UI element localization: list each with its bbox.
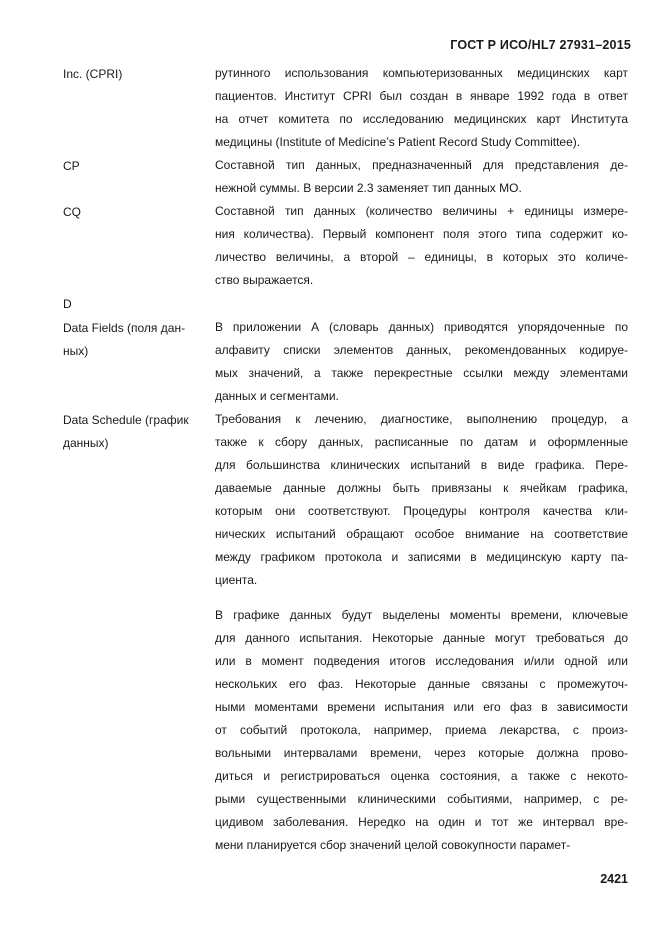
glossary-entry [63,292,628,316]
glossary-term: CP [63,159,80,173]
glossary-term: Data Schedule (график данных) [63,413,189,450]
glossary-term: CQ [63,205,81,219]
definition-line: от событий протокола, например, приема лекарства, с произ- [215,723,628,737]
glossary-definition [215,292,628,316]
document-header: ГОСТ Р ИСО/HL7 27931–2015 [450,38,631,52]
definition-line [215,292,628,315]
definition-line: также к сбору данных, расписанные по датам и оформленные [215,435,628,449]
definition-line: медицины (Institute of Medicine’s Patient Record Study Committee). [215,135,581,149]
glossary-entry [63,316,628,408]
definition-line: вольными интервалами времени, через которые должна прово- [215,746,628,760]
definition-line: для данного испытания. Некоторые данные могут требоваться до [215,631,628,645]
glossary-definition [215,154,628,200]
definition-line: алфавиту списки элементов данных, рекомендованных кодируе- [215,343,628,357]
glossary-definition [215,316,628,408]
glossary-definition [215,408,628,857]
definition-line: рутинного использования компьютеризованных медицинских карт [215,66,628,80]
definition-line: пациентов. Институт CPRI был создан в январе 1992 года в ответ [215,89,628,103]
definition-line: В приложении А (словарь данных) приводятся упорядоченные по [215,320,628,334]
glossary-body [63,62,628,857]
definition-line: которым они соответствуют. Процедуры контроля качества кли- [215,504,628,518]
glossary-term: Data Fields (поля дан- ных) [63,321,186,358]
definition-line: Требования к лечению, диагностике, выполнению процедур, а [215,412,628,426]
definition-line: ство выражается. [215,273,314,287]
glossary-definition [215,200,628,292]
definition-line: мени планируется сбор значений целой совокупности парамет- [215,838,571,852]
definition-line: Составной тип данных, предназначенный для представления де- [215,158,628,172]
paragraph-gap [215,592,628,604]
definition-line: циента. [215,573,258,587]
page-number: 2421 [600,872,628,886]
definition-line: даваемые данные должны быть привязаны к ячейкам графика, [215,481,628,495]
definition-line: нескольких его фаз. Некоторые данные связаны с промежуточ- [215,677,628,691]
glossary-entry [63,200,628,292]
glossary-term: Inc. (CPRI) [63,67,123,81]
definition-line: мых значений, а также перекрестные ссылки между элементами [215,366,628,380]
definition-line: цидивом заболевания. Нередко на один и тот же интервал вре- [215,815,628,829]
definition-line: ния количества). Первый компонент поля этого типа содержит ко- [215,227,628,241]
glossary-entry [63,408,628,857]
definition-line: рыми существенными клиническими событиями, например, с ре- [215,792,628,806]
definition-line: нических испытаний обращают особое внимание на соответствие [215,527,628,541]
glossary-entry [63,62,628,154]
definition-line: диться и регистрироваться оценка состояния, а также с некото- [215,769,628,783]
definition-line: В графике данных будут выделены моменты времени, ключевые [215,608,628,622]
definition-line: для большинства клинических испытаний в виде графика. Пере- [215,458,628,472]
glossary-definition [215,62,628,154]
definition-line: ными моментами времени испытания или его фаз в зависимости [215,700,628,714]
definition-line: данных и сегментами. [215,389,339,403]
glossary-entry [63,154,628,200]
definition-line: или в момент подведения итогов исследования и/или одной или [215,654,628,668]
definition-line: на отчет комитета по исследованию медицинских карт Института [215,112,628,126]
glossary-term: D [63,297,72,311]
definition-line: Составной тип данных (количество величины + единицы измере- [215,204,628,218]
definition-line: личество величины, а второй – единицы, в которых это количе- [215,250,628,264]
definition-line: между графиком протокола и записями в медицинскую карту па- [215,550,628,564]
definition-line: нежной суммы. В версии 2.3 заменяет тип данных MO. [215,181,522,195]
